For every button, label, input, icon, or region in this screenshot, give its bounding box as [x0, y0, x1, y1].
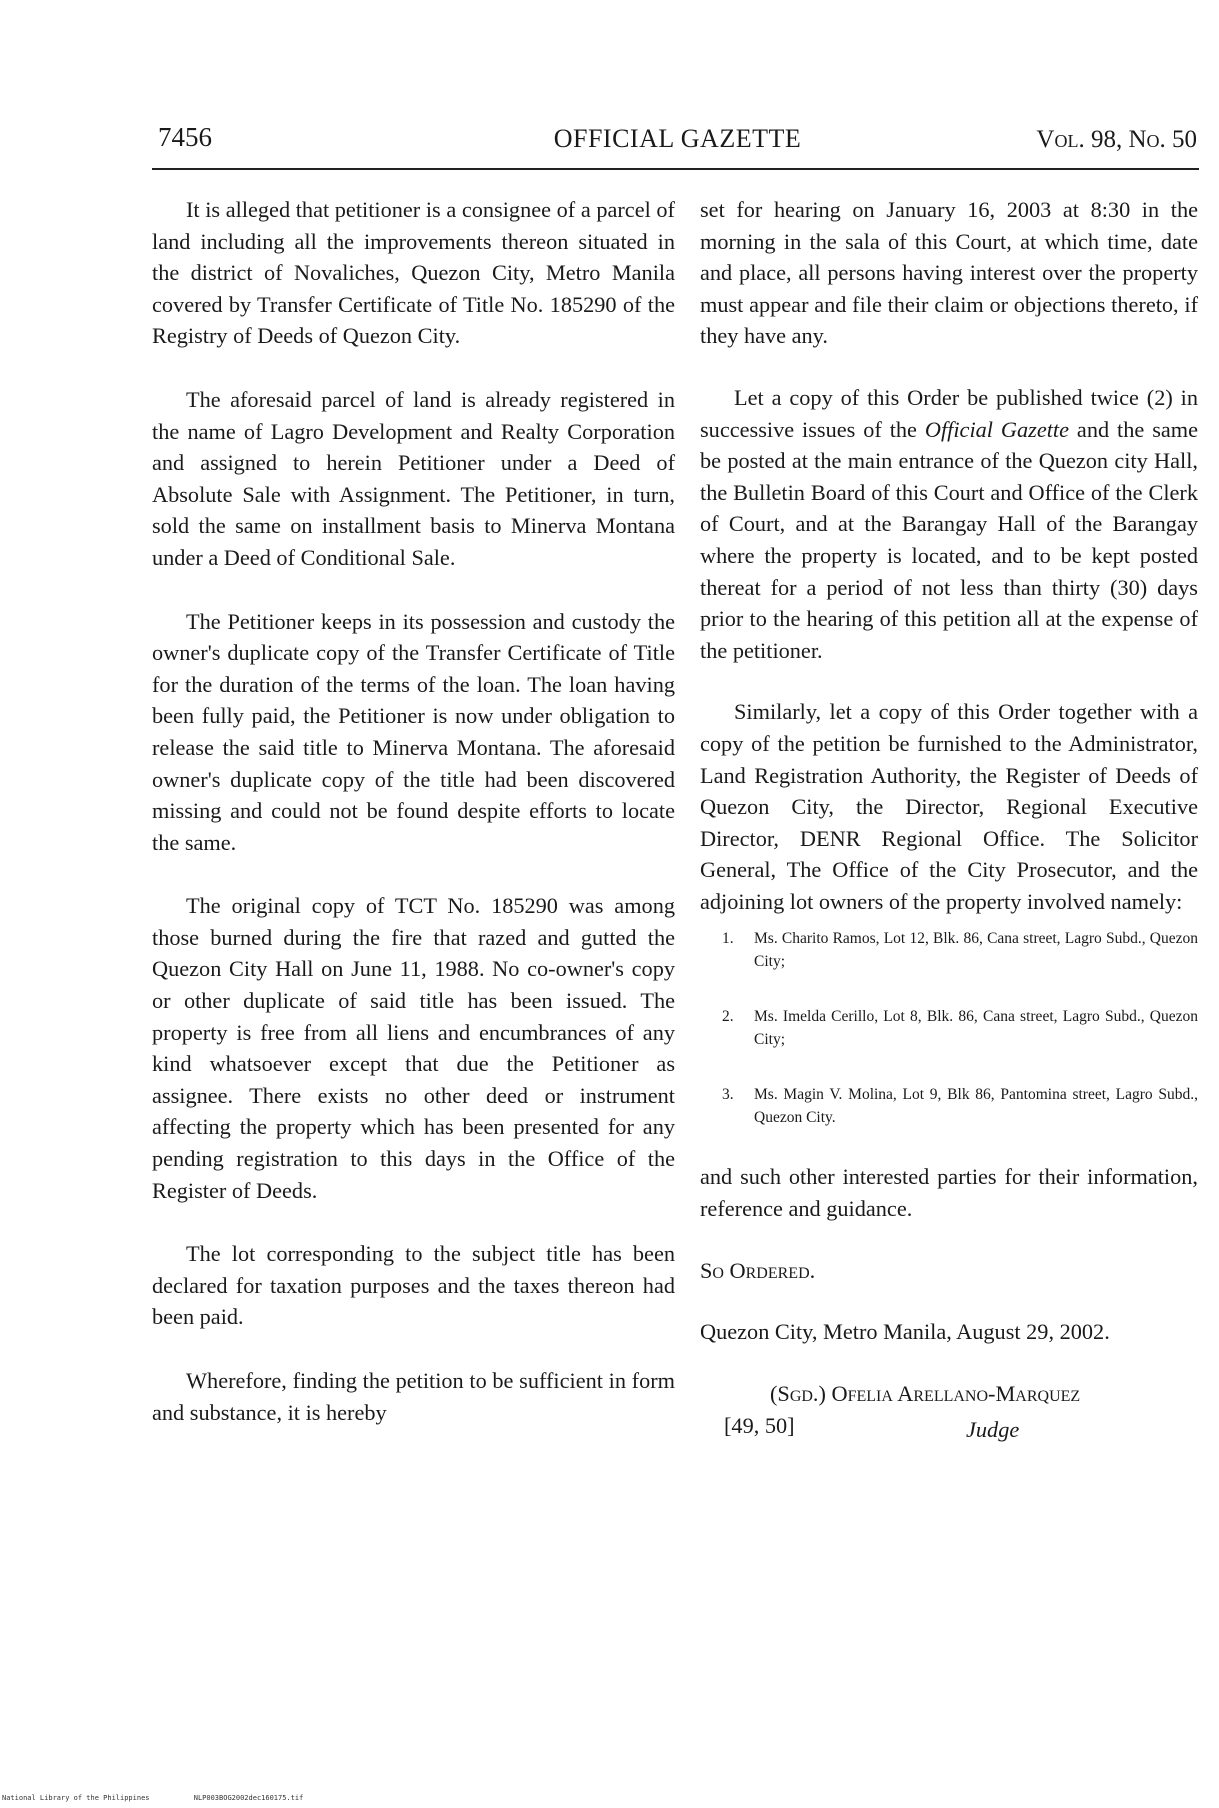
publication-text-end: and the same be posted at the main entrance of the Quezon city Hall, the Bulletin Board of this Court and Office of the Clerk of Court, and at the Barangay Hall of the Barangay where the property is located, and to be kept posted thereat for a period of not less than thirty (30) days prior to the hearing of this petition all at the expense of the petitioner.: [700, 416, 1199, 663]
so-ordered: So Ordered.: [700, 1257, 816, 1283]
signatory-role: Judge: [966, 1416, 1020, 1442]
right-column: [700, 194, 1198, 1468]
list-item-text: Ms. Imelda Cerillo, Lot 8, Blk. 86, Cana street, Lagro Subd., Quezon City;: [754, 1008, 1198, 1049]
list-item-number: 2.: [722, 1008, 734, 1026]
paragraph-furnish: Similarly, let a copy of this Order together with a copy of the petition be furnished to the Administrator, Land Registration Authority, the Register of Deeds of Quezon City, the Director, Regional Executive Director, DENR Regional Office. The Solicitor General, The Office of the City Prosecutor, and the adjoining lot owners of the property involved namely:: [700, 699, 1198, 914]
paragraph-publication: [700, 382, 1198, 666]
place-and-date: Quezon City, Metro Manila, August 29, 2002.: [700, 1319, 1110, 1345]
page-number: 7456: [158, 122, 212, 152]
list-item-text: Ms. Magin V. Molina, Lot 9, Blk 86, Pantomina street, Lagro Subd., Quezon City.: [754, 1086, 1198, 1127]
library-name: National Library of the Philippines: [2, 1794, 150, 1802]
paragraph-other-parties: and such other interested parties for their information, reference and guidance.: [700, 1164, 1198, 1222]
paragraph-wherefore: Wherefore, finding the petition to be sufficient in form and substance, it is hereby: [152, 1368, 675, 1425]
list-item-number: 3.: [722, 1086, 734, 1104]
volume-issue: Vol. 98, No. 50: [1036, 126, 1197, 153]
page-header: [158, 118, 1197, 162]
list-item: [700, 1083, 1198, 1129]
list-item: [700, 1005, 1198, 1051]
paragraph-registration: The aforesaid parcel of land is already registered in the name of Lagro Development and Realty Corporation and assigned to herein Petitioner under a Deed of Absolute Sale with Assignment. The Petitioner, in turn, sold the same on installment basis to Minerva Montana under a Deed of Conditional Sale.: [152, 386, 675, 570]
publication-title: OFFICIAL GAZETTE: [553, 124, 802, 153]
signatory-name: (Sgd.) Ofelia Arellano-Marquez: [770, 1380, 1081, 1406]
header-rule: [152, 168, 1199, 170]
issue-reference: [49, 50]: [724, 1412, 795, 1438]
list-item-number: 1.: [722, 930, 734, 948]
paragraph-taxation: The lot corresponding to the subject title has been declared for taxation purposes and the taxes thereon had been paid.: [152, 1241, 675, 1330]
signature-block: [700, 1378, 1198, 1468]
paragraph-custody: The Petitioner keeps in its possession and custody the owner's duplicate copy of the Transfer Certificate of Title for the duration of the terms of the loan. The loan having been fully paid, the Petitioner is now under obligation to release the said title to Minerva Montana. The aforesaid owner's duplicate copy of the title had been discovered missing and could not be found despite efforts to locate the same.: [152, 608, 675, 855]
paragraph-original-copy: The original copy of TCT No. 185290 was among those burned during the fire that razed and gutted the Quezon City Hall on June 11, 1988. No co-owner's copy or other duplicate of said title has been issued. The property is free from all liens and encumbrances of any kind whatsoever except that due the Petitioner as assignee. There exists no other deed or instrument affecting the property which has been presented for any pending registration to this days in the Office of the Register of Deeds.: [152, 893, 675, 1203]
scan-file-id: NLP003BOG2002dec160175.tif: [193, 1794, 304, 1802]
left-column: [152, 194, 675, 1460]
paragraph-consignee: It is alleged that petitioner is a consignee of a parcel of land including all the improvements thereon situated in the district of Novaliches, Quezon City, Metro Manila covered by Transfer Certificate of Title No. 185290 of the Registry of Deeds of Quezon City.: [152, 197, 675, 349]
publication-text-start: Let a copy of this Order be published twice (2) in successive issues of the: [700, 384, 1198, 442]
paragraph-hearing: set for hearing on January 16, 2003 at 8:30 in the morning in the sala of this Court, at which time, date and place, all persons having interest over the property must appear and file their claim or objections thereto, if they have any.: [700, 197, 1198, 349]
list-item: [700, 927, 1198, 973]
gazette-name-italic: Official Gazette: [924, 416, 1070, 442]
scan-footer: [2, 1794, 343, 1802]
adjoining-owners-list: [700, 927, 1198, 1129]
list-item-text: Ms. Charito Ramos, Lot 12, Blk. 86, Cana street, Lagro Subd., Quezon City;: [754, 930, 1198, 971]
